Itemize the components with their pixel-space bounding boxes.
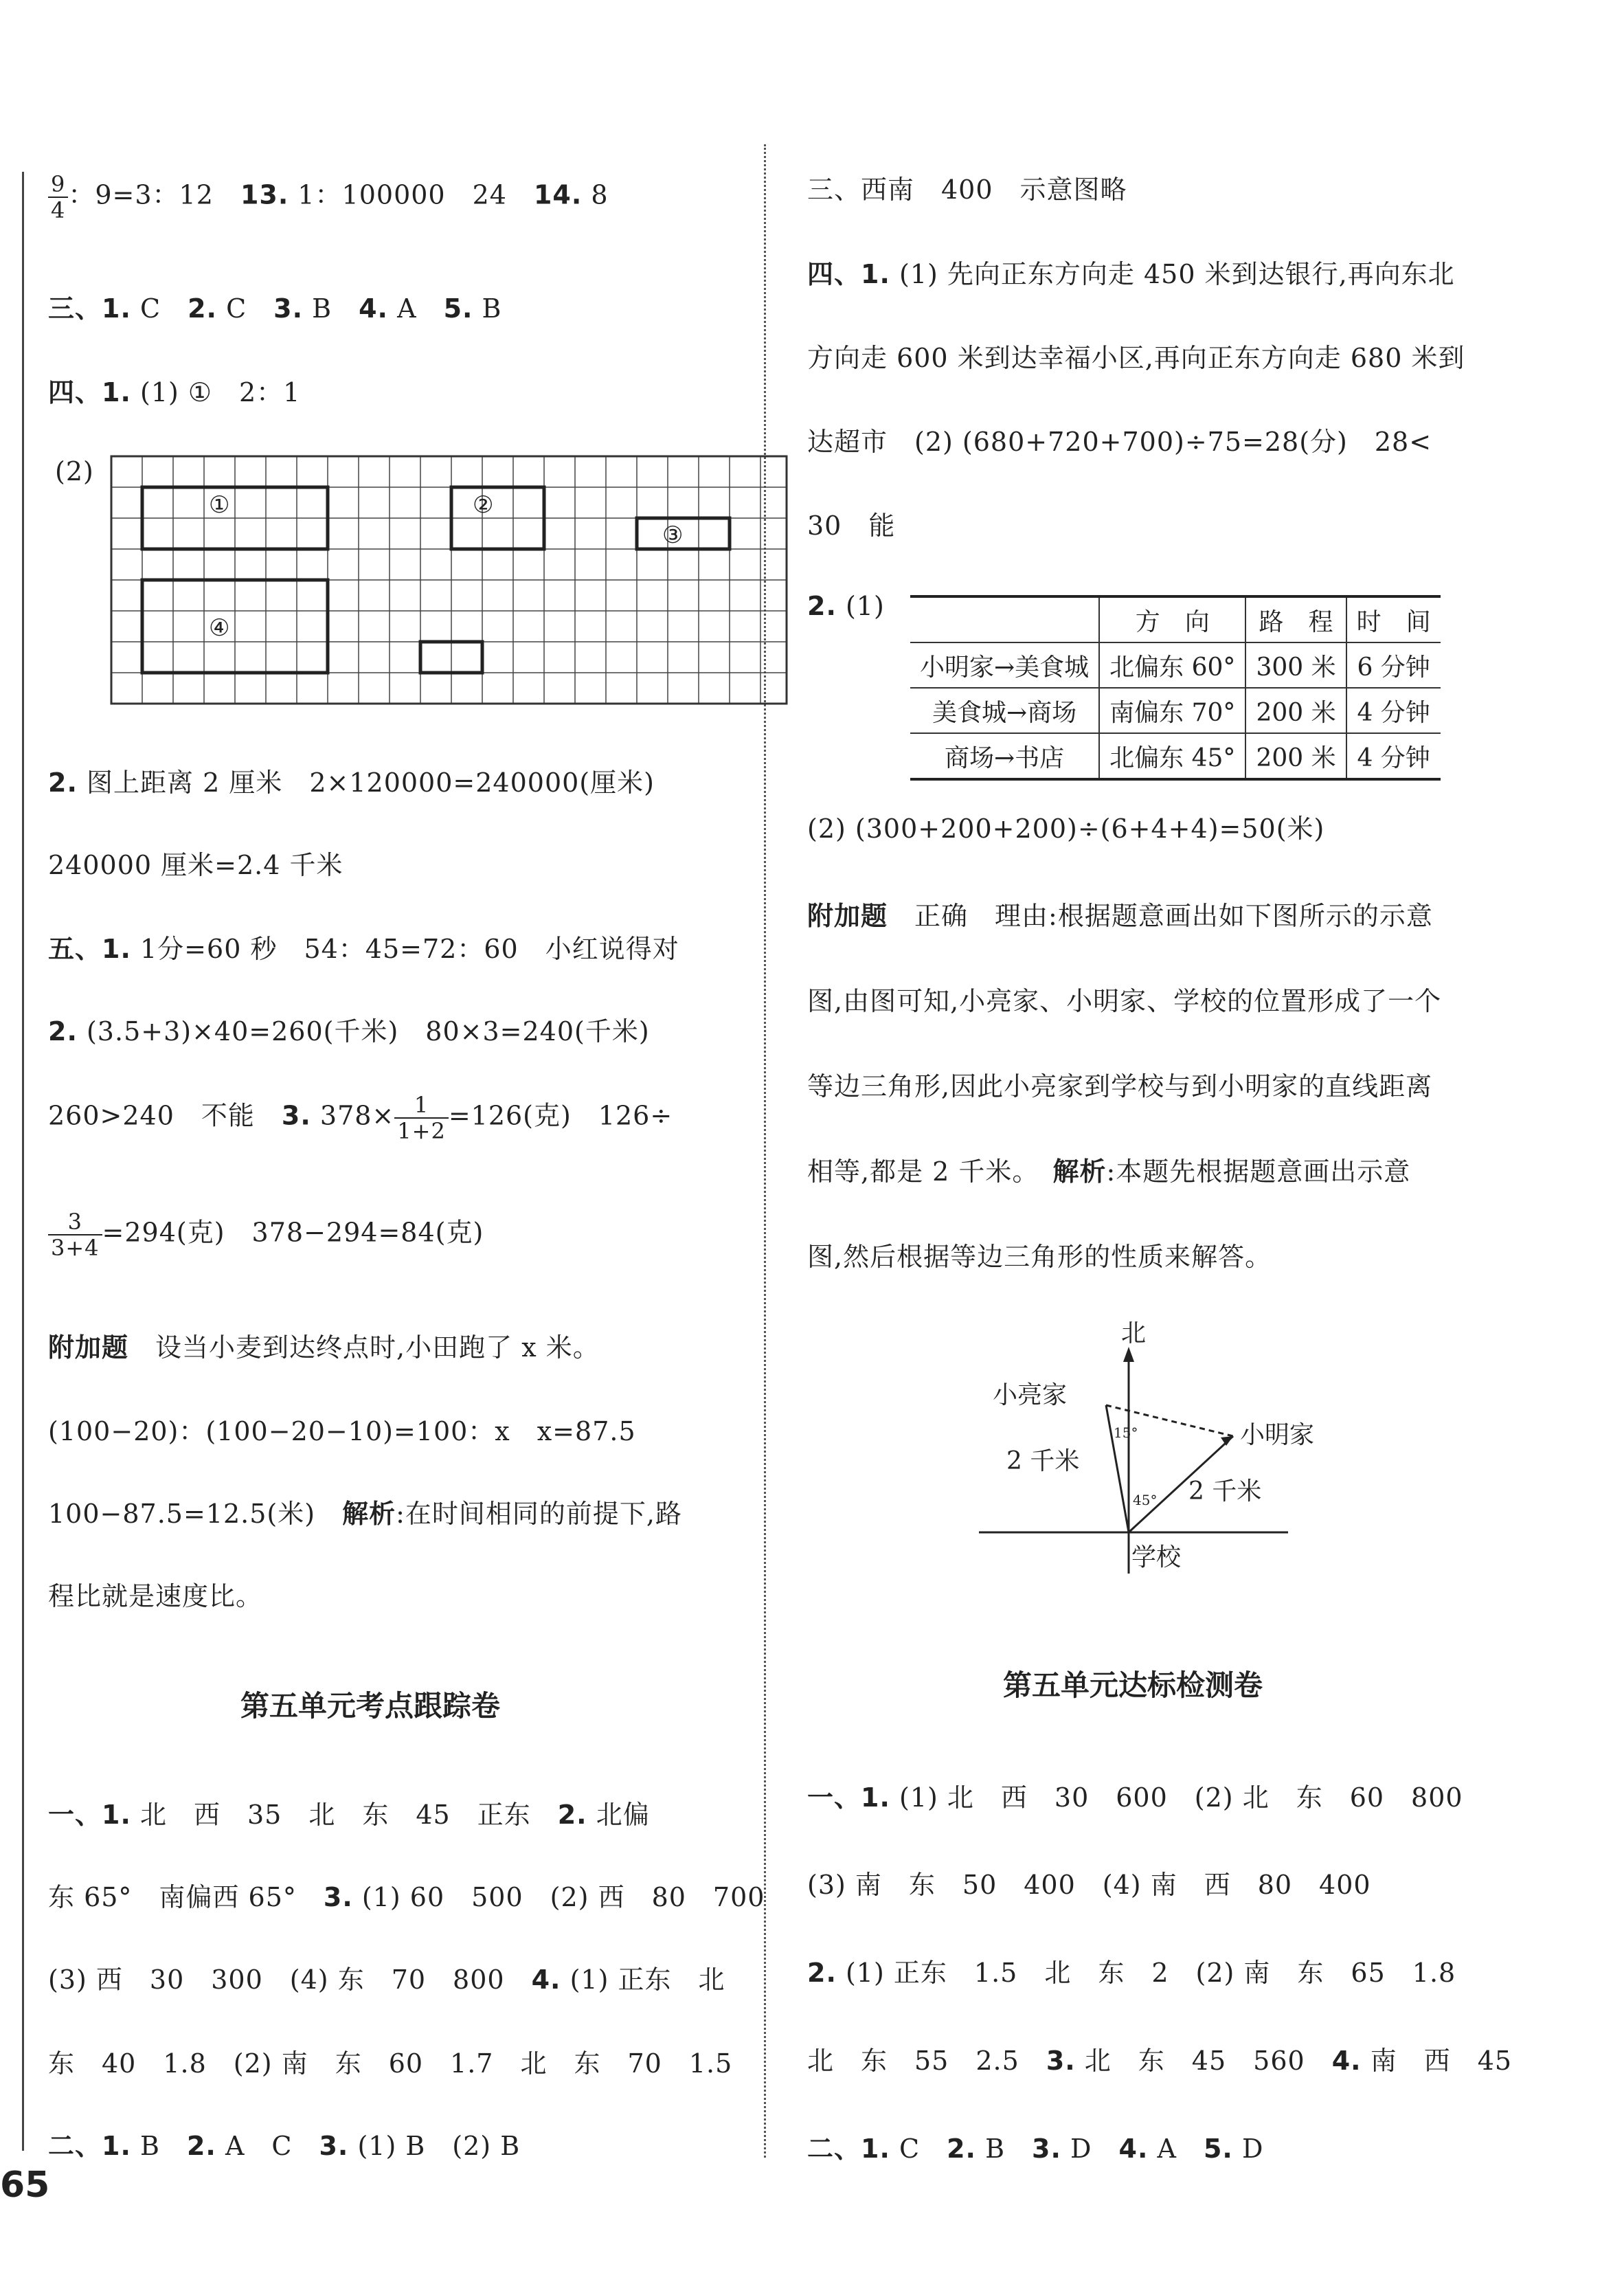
table-row — [910, 642, 1441, 688]
answer-line: 2. (3.5+3)×40=260(千米) 80×3=240(千米) — [48, 1016, 650, 1047]
answer-line: 四、1. (1) 先向正东方向走 450 米到达银行,再向东北 — [807, 259, 1455, 289]
answer-line: 一、1. (1) 北 西 30 600 (2) 北 东 60 800 — [807, 1782, 1463, 1813]
left-margin-rule — [22, 172, 24, 2151]
label-xiaoliang: 小亮家 — [993, 1381, 1068, 1409]
grid-label: (2) — [55, 456, 94, 486]
section-heading: 第五单元达标检测卷 — [1003, 1668, 1263, 1702]
table-cell: 北偏东 60° — [1099, 642, 1245, 688]
answer-line: 达超市 (2) (680+720+700)÷75=28(分) 28< — [807, 427, 1432, 457]
table-cell: 4 分钟 — [1346, 688, 1441, 733]
answer-line: 240000 厘米=2.4 千米 — [48, 850, 343, 880]
table-cell: 时 间 — [1346, 596, 1441, 642]
answer-line: 方向走 600 米到达幸福小区,再向正东方向走 680 米到 — [807, 343, 1465, 373]
answer-line: 100−87.5=12.5(米) 解析:在时间相同的前提下,路 — [48, 1499, 683, 1529]
route-table — [910, 595, 1441, 781]
table-cell: 商场→书店 — [910, 733, 1099, 779]
answer-line: 等边三角形,因此小亮家到学校与到小明家的直线距离 — [807, 1071, 1433, 1101]
fraction: $\frac{9}{4}$ — [48, 172, 68, 223]
north-label: 北 — [1121, 1319, 1147, 1347]
arrowhead-icon — [1221, 1436, 1233, 1446]
answer-line-choices: 三、1. C 2. C 3. B 4. A 5. B — [48, 293, 502, 324]
north-arrow-icon — [1123, 1347, 1134, 1362]
table-cell: 北偏东 45° — [1099, 733, 1245, 779]
table-cell: 300 米 — [1245, 642, 1346, 688]
answer-line: 2. (1) — [807, 591, 885, 621]
distance-label: 2 千米 — [1006, 1447, 1080, 1475]
answer-line: 东 40 1.8 (2) 南 东 60 1.7 北 东 70 1.5 — [48, 2048, 733, 2079]
answer-line-ratio: $\frac{9}{4}$ ：9=3：12 13. 1：100000 24 14. 8 — [48, 172, 609, 223]
answer-line: 东 65° 南偏西 65° 3. (1) 60 500 (2) 西 80 700 — [48, 1882, 765, 1912]
page-number: 65 — [0, 2164, 50, 2206]
answer-line: 二、1. C 2. B 3. D 4. A 5. D — [807, 2134, 1264, 2164]
angle-label: 45° — [1133, 1492, 1158, 1508]
answer-line: 30 能 — [807, 511, 896, 541]
table-cell: 方 向 — [1099, 596, 1245, 642]
answer-line: 附加题 正确 理由:根据题意画出如下图所示的示意 — [807, 901, 1433, 931]
answer-line: 2. 图上距离 2 厘米 2×120000=240000(厘米) — [48, 768, 655, 798]
answer-line: (3) 西 30 300 (4) 东 70 800 4. (1) 正东 北 — [48, 1965, 725, 1995]
route-table-wrap — [910, 595, 1441, 781]
answer-line: 五、1. 1分=60 秒 54：45=72：60 小红说得对 — [48, 934, 679, 964]
table-header-row — [910, 596, 1441, 642]
answer-line: (2) (300+200+200)÷(6+4+4)=50(米) — [807, 814, 1325, 844]
answer-line: 四、1. (1) ① 2：1 — [48, 377, 301, 407]
answer-line: 附加题 设当小麦到达终点时,小田跑了 x 米。 — [48, 1332, 600, 1363]
column-divider — [764, 144, 766, 2158]
grid-figure — [110, 455, 790, 709]
shape-3 — [637, 518, 730, 549]
table-cell: 200 米 — [1245, 688, 1346, 733]
label-xiaoming: 小明家 — [1240, 1421, 1315, 1449]
label-school: 学校 — [1131, 1543, 1182, 1571]
answer-line: 图,然后根据等边三角形的性质来解答。 — [807, 1242, 1272, 1272]
answer-line: 程比就是速度比。 — [48, 1581, 263, 1611]
table-cell: 小明家→美食城 — [910, 642, 1099, 688]
table-cell: 200 米 — [1245, 733, 1346, 779]
answer-line: 2. (1) 正东 1.5 北 东 2 (2) 南 东 65 1.8 — [807, 1958, 1456, 1988]
shape-label-1: ① — [209, 491, 230, 519]
table-cell: 美食城→商场 — [910, 688, 1099, 733]
answer-line: 一、1. 北 西 35 北 东 45 正东 2. 北偏 — [48, 1800, 650, 1830]
answer-line: $\frac{3}{3+4}$ =294(克) 378−294=84(克) — [48, 1209, 484, 1260]
table-cell: 南偏东 70° — [1099, 688, 1245, 733]
section-heading: 第五单元考点跟踪卷 — [240, 1689, 501, 1723]
table-cell — [910, 596, 1099, 642]
distance-label: 2 千米 — [1188, 1477, 1262, 1506]
answer-line: 相等,都是 2 千米。 解析:本题先根据题意画出示意 — [807, 1156, 1411, 1187]
triangle-diagram — [979, 1319, 1336, 1580]
shape-label-4: ④ — [209, 614, 230, 642]
answer-line: 图,由图可知,小亮家、小明家、学校的位置形成了一个 — [807, 986, 1442, 1016]
table-cell: 路 程 — [1245, 596, 1346, 642]
fraction: $\frac{1}{1+2}$ — [394, 1093, 449, 1143]
angle-label: 15° — [1114, 1424, 1138, 1441]
answer-line: 北 东 55 2.5 3. 北 东 45 560 4. 南 西 45 — [807, 2046, 1513, 2076]
shape-label-3: ③ — [662, 522, 684, 549]
answer-line: (3) 南 东 50 400 (4) 南 西 80 400 — [807, 1870, 1371, 1900]
answer-line: (100−20)：(100−20−10)=100：x x=87.5 — [48, 1416, 636, 1446]
table-cell: 4 分钟 — [1346, 733, 1441, 779]
answer-line: 二、1. B 2. A C 3. (1) B (2) B — [48, 2131, 521, 2161]
fraction: $\frac{3}{3+4}$ — [48, 1209, 102, 1260]
table-row — [910, 733, 1441, 779]
answer-line: 三、西南 400 示意图略 — [807, 175, 1127, 205]
shape-label-2: ② — [473, 491, 494, 519]
table-cell: 6 分钟 — [1346, 642, 1441, 688]
answer-line: 260>240 不能 3. 378× $\frac{1}{1+2}$ =126(克) 126÷ — [48, 1092, 673, 1144]
table-row — [910, 688, 1441, 733]
